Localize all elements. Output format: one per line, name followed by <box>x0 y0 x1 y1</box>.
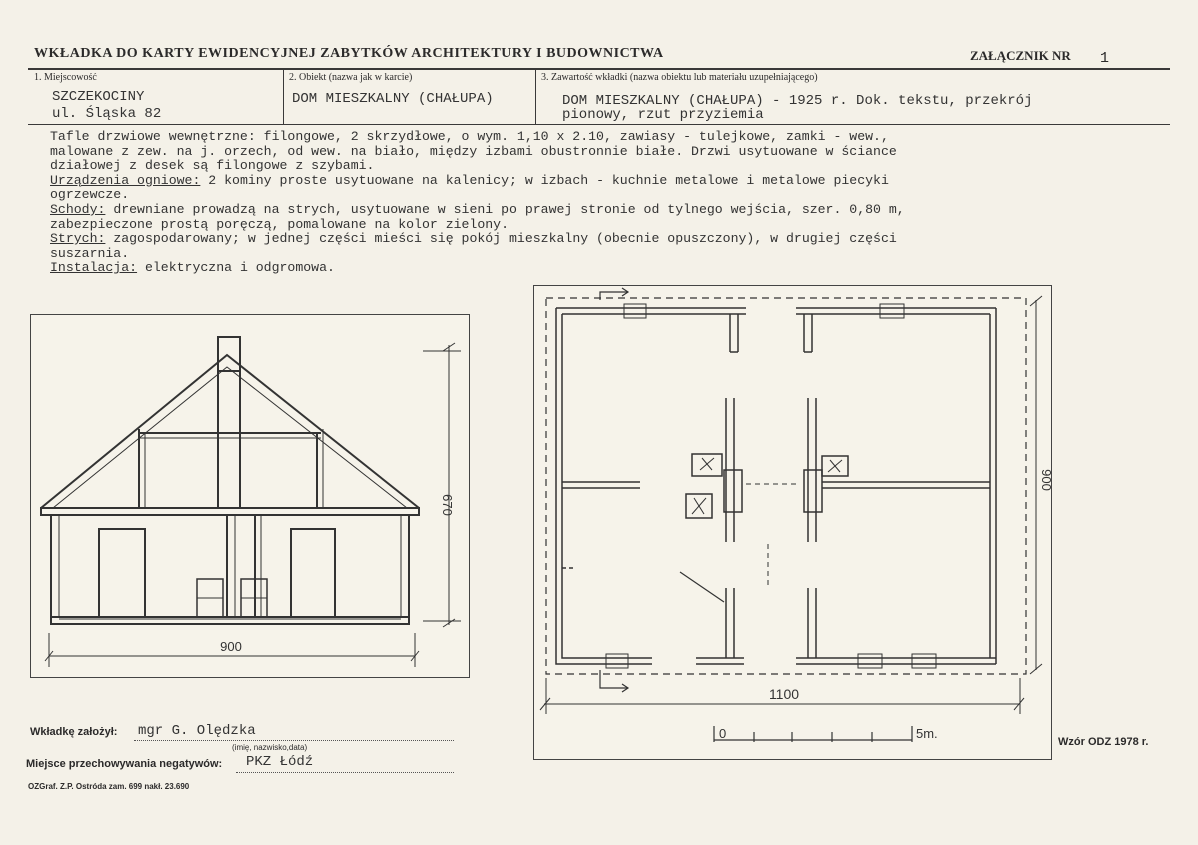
doors-line-2: malowane z zew. na j. orzech, od wew. na biało, między izbami obustronnie białe. Drzwi usytuowane w ściance <box>50 143 897 159</box>
negatives-value: PKZ Łódź <box>246 754 314 770</box>
plan-width-dim: 1100 <box>768 686 800 702</box>
stairs-label: Schody: <box>50 201 106 217</box>
attic-text: zagospodarowany; w jednej części mieści się pokój mieszkalny (obecnie opuszczony), w drugiej części <box>105 231 897 247</box>
plan-height-dim: 900 <box>1039 469 1054 491</box>
section-svg <box>31 315 469 677</box>
fields-rule <box>28 124 1170 125</box>
print-info: OZGraf. Z.P. Ostróda zam. 699 nakł. 23.690 <box>28 782 190 791</box>
object-value: DOM MIESZKALNY (CHAŁUPA) <box>292 91 494 107</box>
installation-text: elektryczna i odgromowa. <box>137 260 335 276</box>
author-label: Wkładkę założył: <box>30 726 118 738</box>
locality-value: SZCZEKOCINY <box>52 89 145 105</box>
heating-label: Urządzenia ogniowe: <box>50 172 201 188</box>
attic-text-2: suszarnia. <box>50 245 130 261</box>
floor-plan-svg <box>534 286 1054 759</box>
description-text <box>50 130 1140 276</box>
locality-label: 1. Miejscowość <box>34 72 97 83</box>
scale-end: 5m. <box>916 726 938 741</box>
stairs-text: drewniane prowadzą na strych, usytuowane w sieni po prawej stronie od tylnego wejścia, szer. 0,80 m, <box>105 201 905 217</box>
author-dotted-line <box>134 740 454 741</box>
scale-start: 0 <box>719 726 727 741</box>
content-label: 3. Zawartość wkładki (nazwa obiektu lub materiału uzupełniającego) <box>541 72 818 83</box>
door-right <box>291 529 335 617</box>
object-label: 2. Obiekt (nazwa jak w karcie) <box>289 72 413 83</box>
annex-number: 1 <box>1100 50 1110 67</box>
installation-label: Instalacja: <box>50 260 138 276</box>
attic-label: Strych: <box>50 231 106 247</box>
outline-dashed <box>546 298 1026 674</box>
annex-label: ZAŁĄCZNIK NR <box>970 48 1071 63</box>
form-title: WKŁADKA DO KARTY EWIDENCYJNEJ ZABYTKÓW ARCHITEKTURY I BUDOWNICTWA <box>34 46 664 61</box>
street-value: ul. Śląska 82 <box>52 106 162 122</box>
field-divider-1 <box>283 69 284 125</box>
heating-text: 2 kominy proste usytuowane na kalenicy; w izbach - kuchnie metalowe i metalowe piecyki <box>200 172 889 188</box>
author-hint: (imię, nazwisko,data) <box>232 743 308 752</box>
doors-line-1: Tafle drzwiowe wewnętrzne: filongowe, 2 skrzydłowe, o wym. 1,10 x 2.10, zawiasy - tulejkowe, zamki - wew., <box>50 129 889 144</box>
author-value: mgr G. Olędzka <box>138 723 256 739</box>
doors-line-3: działowej z desek są filongowe z szybami. <box>50 158 375 174</box>
section-height-dim: 670 <box>440 494 455 516</box>
chimney-icon <box>218 337 240 371</box>
heating-text-2: ogrzewcze. <box>50 187 130 203</box>
section-drawing <box>30 314 470 678</box>
door-left <box>99 529 145 617</box>
field-divider-2 <box>535 69 536 125</box>
negatives-dotted-line <box>236 772 454 773</box>
section-width-dim: 900 <box>220 639 242 654</box>
form-model: Wzór ODZ 1978 r. <box>1058 736 1149 748</box>
header-rule <box>28 68 1170 70</box>
roof-outline <box>41 355 419 508</box>
floor-plan-drawing <box>533 285 1052 760</box>
stairs-text-2: zabezpieczone prostą poręczą, pomalowane na kolor zielony. <box>50 216 509 232</box>
content-value: DOM MIESZKALNY (CHAŁUPA) - 1925 r. Dok. tekstu, przekrój <box>562 93 1033 109</box>
content-value-2: pionowy, rzut przyziemia <box>562 107 764 123</box>
negatives-label: Miejsce przechowywania negatywów: <box>26 758 223 770</box>
